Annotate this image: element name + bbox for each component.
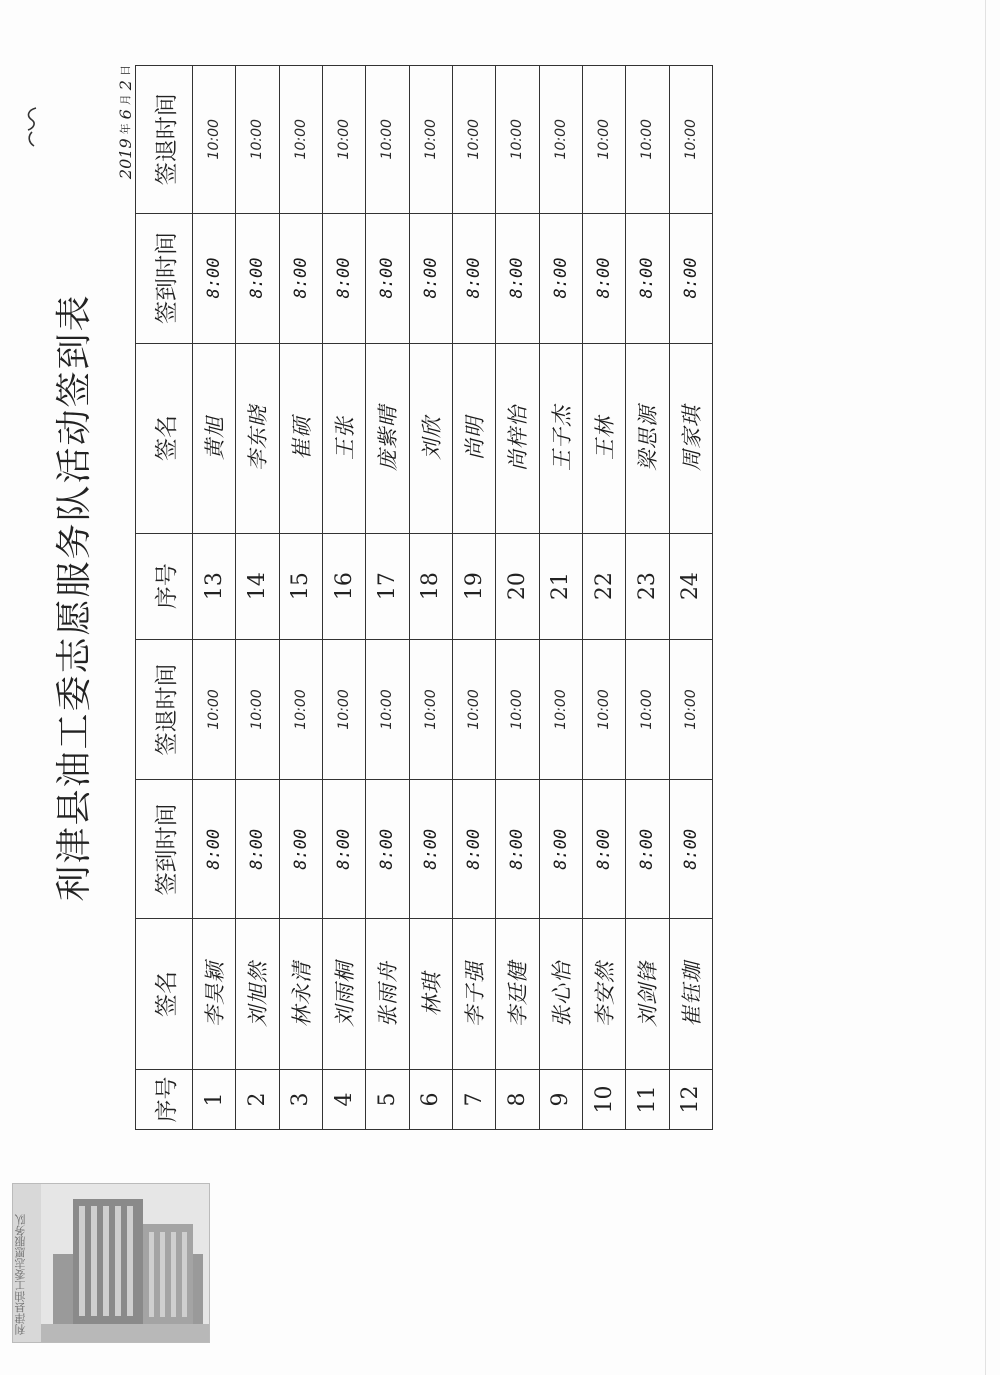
checkin-time-cell: 8:00 <box>193 780 236 919</box>
seq-cell: 6 <box>409 1069 452 1129</box>
checkout-time-cell: 10:00 <box>452 66 495 214</box>
table-row <box>496 66 539 1130</box>
seq-cell: 10 <box>582 1069 625 1129</box>
signature-cell: 李子强 <box>452 919 495 1070</box>
date-year-label: 年 <box>119 123 132 135</box>
checkin-time-cell: 8:00 <box>409 213 452 343</box>
signature-cell: 崔钰珈 <box>669 919 712 1070</box>
seq-cell: 8 <box>496 1069 539 1129</box>
signature-cell: 林永清 <box>279 919 322 1070</box>
table-row <box>409 66 452 1130</box>
seq-cell: 13 <box>193 533 236 639</box>
signature-cell: 王林 <box>582 343 625 533</box>
checkout-time-cell: 10:00 <box>366 66 409 214</box>
checkin-time-cell: 8:00 <box>366 780 409 919</box>
checkin-time-cell: 8:00 <box>322 780 365 919</box>
checkin-time-cell: 8:00 <box>366 213 409 343</box>
seq-cell: 23 <box>626 533 669 639</box>
checkin-time-cell: 8:00 <box>409 780 452 919</box>
seq-cell: 17 <box>366 533 409 639</box>
checkout-time-cell: 10:00 <box>669 66 712 214</box>
table-row <box>366 66 409 1130</box>
date-month-label: 月 <box>119 94 132 106</box>
scan-edge-line <box>985 0 986 1375</box>
seq-cell: 14 <box>236 533 279 639</box>
header-checkin-right: 签到时间 <box>136 213 193 343</box>
signature-cell: 张雨舟 <box>366 919 409 1070</box>
table-row <box>626 66 669 1130</box>
checkout-time-cell: 10:00 <box>193 66 236 214</box>
seq-cell: 1 <box>193 1069 236 1129</box>
signature-cell: 刘旭然 <box>236 919 279 1070</box>
checkout-time-cell: 10:00 <box>626 66 669 214</box>
signature-cell: 梁思源 <box>626 343 669 533</box>
seq-cell: 20 <box>496 533 539 639</box>
seq-cell: 4 <box>322 1069 365 1129</box>
date-line <box>113 65 135 179</box>
signature-cell: 刘剑锋 <box>626 919 669 1070</box>
signature-cell: 庞紫晴 <box>366 343 409 533</box>
signature-cell: 尚梓怡 <box>496 343 539 533</box>
checkin-time-cell: 8:00 <box>236 780 279 919</box>
building-photo-image <box>13 1184 209 1342</box>
checkin-time-cell: 8:00 <box>452 213 495 343</box>
signature-cell: 王子杰 <box>539 343 582 533</box>
signature-cell: 李昊颖 <box>193 919 236 1070</box>
table-row <box>279 66 322 1130</box>
seq-cell: 16 <box>322 533 365 639</box>
seq-cell: 15 <box>279 533 322 639</box>
seq-cell: 24 <box>669 533 712 639</box>
checkin-time-cell: 8:00 <box>279 213 322 343</box>
checkout-time-cell: 10:00 <box>322 639 365 780</box>
signature-cell: 崔硕 <box>279 343 322 533</box>
checkin-time-cell: 8:00 <box>539 213 582 343</box>
checkin-time-cell: 8:00 <box>669 213 712 343</box>
table-row <box>582 66 625 1130</box>
seq-cell: 18 <box>409 533 452 639</box>
checkin-time-cell: 8:00 <box>626 213 669 343</box>
checkin-time-cell: 8:00 <box>452 780 495 919</box>
checkout-time-cell: 10:00 <box>236 639 279 780</box>
signin-table <box>135 65 713 1130</box>
signature-cell: 李安然 <box>582 919 625 1070</box>
seq-cell: 19 <box>452 533 495 639</box>
seq-cell: 2 <box>236 1069 279 1129</box>
checkin-time-cell: 8:00 <box>193 213 236 343</box>
checkout-time-cell: 10:00 <box>496 66 539 214</box>
header-checkout-right: 签退时间 <box>136 66 193 214</box>
signature-cell: 刘欣 <box>409 343 452 533</box>
header-seq-right: 序号 <box>136 533 193 639</box>
signature-cell: 黄旭 <box>193 343 236 533</box>
date-year: 2019 <box>116 138 135 180</box>
seq-cell: 3 <box>279 1069 322 1129</box>
checkin-time-cell: 8:00 <box>236 213 279 343</box>
seq-cell: 22 <box>582 533 625 639</box>
checkout-time-cell: 10:00 <box>626 639 669 780</box>
checkout-time-cell: 10:00 <box>496 639 539 780</box>
checkout-time-cell: 10:00 <box>409 66 452 214</box>
checkin-time-cell: 8:00 <box>496 780 539 919</box>
signature-cell: 李廷健 <box>496 919 539 1070</box>
building-photo <box>12 1183 210 1343</box>
checkout-time-cell: 10:00 <box>669 639 712 780</box>
signature-cell: 尚明 <box>452 343 495 533</box>
checkout-time-cell: 10:00 <box>279 66 322 214</box>
table-header-row <box>136 66 193 1130</box>
header-signature-left: 签名 <box>136 919 193 1070</box>
signature-cell: 刘雨桐 <box>322 919 365 1070</box>
checkin-time-cell: 8:00 <box>279 780 322 919</box>
date-month: 6 <box>116 109 135 120</box>
signature-cell: 李东晓 <box>236 343 279 533</box>
checkout-time-cell: 10:00 <box>322 66 365 214</box>
checkin-time-cell: 8:00 <box>669 780 712 919</box>
seq-cell: 12 <box>669 1069 712 1129</box>
checkout-time-cell: 10:00 <box>366 639 409 780</box>
date-day: 2 <box>116 80 135 91</box>
signature-cell: 张心怡 <box>539 919 582 1070</box>
checkout-time-cell: 10:00 <box>582 639 625 780</box>
seq-cell: 7 <box>452 1069 495 1129</box>
checkout-time-cell: 10:00 <box>539 66 582 214</box>
checkin-time-cell: 8:00 <box>322 213 365 343</box>
checkout-time-cell: 10:00 <box>452 639 495 780</box>
table-row <box>322 66 365 1130</box>
header-signature-right: 签名 <box>136 343 193 533</box>
signin-table-wrap <box>135 65 713 1130</box>
table-row <box>669 66 712 1130</box>
header-checkout-left: 签退时间 <box>136 639 193 780</box>
photo-caption: 利津县油工委志愿服务队 <box>14 1214 27 1335</box>
table-row <box>539 66 582 1130</box>
signin-sheet <box>35 65 725 1130</box>
header-seq-left: 序号 <box>136 1069 193 1129</box>
checkin-time-cell: 8:00 <box>582 780 625 919</box>
checkin-time-cell: 8:00 <box>496 213 539 343</box>
table-row <box>452 66 495 1130</box>
checkout-time-cell: 10:00 <box>279 639 322 780</box>
header-checkin-left: 签到时间 <box>136 780 193 919</box>
table-row <box>193 66 236 1130</box>
checkout-time-cell: 10:00 <box>193 639 236 780</box>
checkout-time-cell: 10:00 <box>539 639 582 780</box>
table-row <box>236 66 279 1130</box>
seq-cell: 9 <box>539 1069 582 1129</box>
page-title: 利津县油工委志愿服务队活动签到表 <box>53 293 95 902</box>
seq-cell: 21 <box>539 533 582 639</box>
checkin-time-cell: 8:00 <box>582 213 625 343</box>
checkout-time-cell: 10:00 <box>409 639 452 780</box>
seq-cell: 5 <box>366 1069 409 1129</box>
signature-cell: 王张 <box>322 343 365 533</box>
checkout-time-cell: 10:00 <box>582 66 625 214</box>
checkout-time-cell: 10:00 <box>236 66 279 214</box>
signature-cell: 林琪 <box>409 919 452 1070</box>
checkin-time-cell: 8:00 <box>539 780 582 919</box>
date-day-label: 日 <box>119 65 132 76</box>
seq-cell: 11 <box>626 1069 669 1129</box>
signature-cell: 周家琪 <box>669 343 712 533</box>
checkin-time-cell: 8:00 <box>626 780 669 919</box>
